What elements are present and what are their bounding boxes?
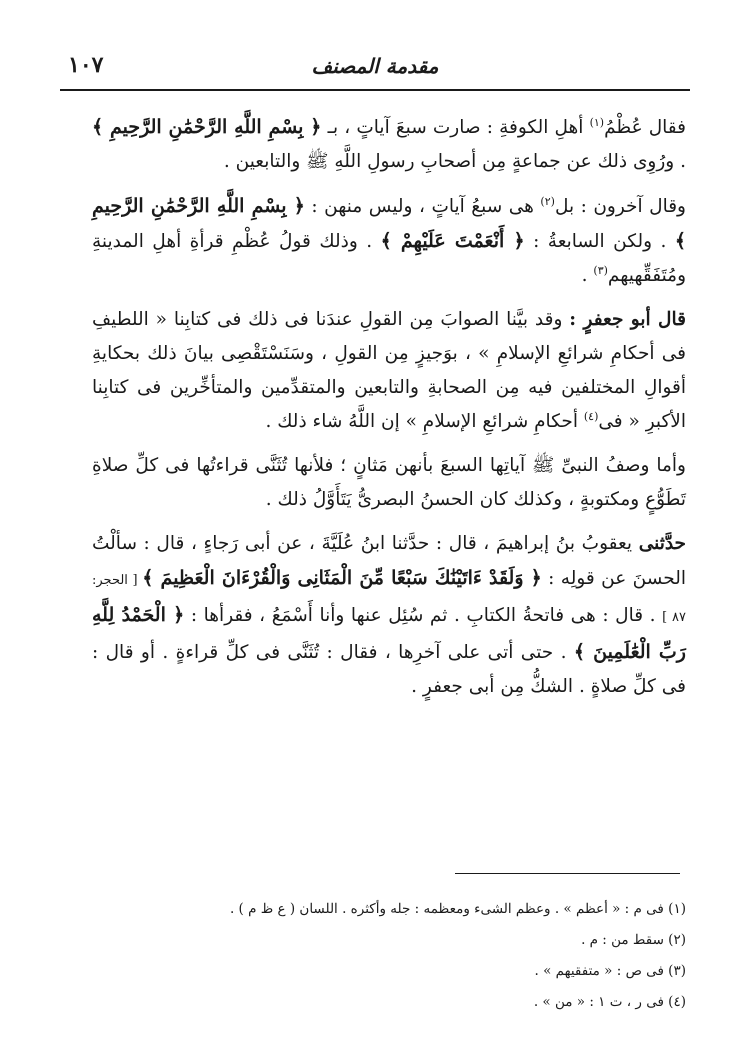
running-title: مقدمة المصنف xyxy=(311,54,439,78)
paragraph-lead: حدَّثنى xyxy=(638,533,686,554)
quran-verse-basmala: ﴿ بِسْمِ اللَّهِ الرَّحْمَٰنِ الرَّحِيمِ ﴾ xyxy=(92,195,687,252)
paragraph-2 xyxy=(92,189,686,293)
page-number: ١٠٧ xyxy=(68,52,104,78)
paragraph-3 xyxy=(92,303,686,439)
footnote-1: (١) فى م : « أعظم » . وعظم الشىء ومعظمه : جله وأكثره . اللسان ( ع ظ م ) . xyxy=(229,901,686,917)
quran-verse-mathani: ﴿ وَلَقَدْ ءَاتَيْنَٰكَ سَبْعًا مِّنَ الْمَثَانِى وَالْقُرْءَانَ الْعَظِيمَ ﴾ xyxy=(142,567,542,589)
footnote-ref-1: (١) xyxy=(589,115,605,129)
footnote-3: (٣) فى ص : « متفقيهم » . xyxy=(534,963,686,979)
text-run: وأما وصفُ النبىِّ ﷺ آياتِها السبعَ بأنهن مَثانٍ ؛ فلأنها تُثَنَّى قراءتُها فى كلِّ صلاةِ تَطَوُّعٍ ومكتوبةٍ ، وكذلك كان الحسنُ البصرىُّ يَتَأَوَّلُ ذلك . xyxy=(92,455,686,510)
main-text xyxy=(92,110,686,714)
paragraph-1 xyxy=(92,110,686,179)
text-run: وقد بيَّنا الصوابَ مِن القولِ عندَنا فى ذلك فى كتابِنا « اللطيفِ فى أحكامِ شرائعِ الإسلامِ » ، بوَجيزٍ مِن القولِ ، وسَنَسْتَقْصِى بيانَ ذلك بحكايةِ أقوالِ المختلفين فيه مِن الصحابةِ والتابعين والمتقدِّمين والمتأخِّرين فى كتابِنا الأكبرِ « فى xyxy=(92,309,686,432)
text-run: أهلِ الكوفةِ : صارت سبعَ آياتٍ ، بـ xyxy=(321,117,590,138)
footnote-ref-3: (٣) xyxy=(593,263,608,277)
quran-verse-anamta: ﴿ أَنْعَمْتَ عَلَيْهِمْ ﴾ xyxy=(380,230,525,252)
paragraph-5 xyxy=(92,527,686,704)
text-run: . وذلك قولُ عُظْمِ قرأةِ أهلِ المدينةِ ومُتَفَقِّهيهم xyxy=(92,231,686,286)
text-run: يعقوبُ بنُ إبراهيمَ ، قال : حدَّثنا ابنُ عُلَيَّةَ ، عن أبى رَجاءٍ ، قال : سألْتُ الحسنَ عن قولِه : xyxy=(92,533,686,589)
text-run: . ولكن السابعةُ : xyxy=(524,231,675,252)
quran-verse-basmala: ﴿ بِسْمِ اللَّهِ الرَّحْمَٰنِ الرَّحِيمِ ﴾ xyxy=(92,116,322,138)
footnotes xyxy=(92,898,686,1022)
text-run: . حتى أتى على آخرِها ، فقال : تُثَنَّى فى كلِّ قراءةٍ . أو قال : فى كلِّ صلاةٍ . الشكُّ مِن أبى جعفرٍ . xyxy=(92,642,686,697)
verse-citation: [ الحجر: ٨٧ ] xyxy=(92,573,686,625)
header-divider xyxy=(60,89,690,91)
text-run: . قال : هى فاتحةُ الكتابِ . ثم سُئِل عنها وأنا أَسْمَعُ ، فقرأها : xyxy=(184,605,663,626)
footnote-4: (٤) فى ر ، ت ١ : « من » . xyxy=(533,994,686,1010)
text-run: هى سبعُ آياتٍ ، وليس منهن : xyxy=(304,196,541,217)
footnote-ref-4: (٤) xyxy=(583,409,599,423)
footnote-2: (٢) سقط من : م . xyxy=(581,932,686,948)
text-run: فقال عُظْمُ xyxy=(604,117,687,138)
paragraph-lead: قال أبو جعفرٍ : xyxy=(569,309,686,330)
text-run: . ورُوِى ذلك عن جماعةٍ مِن أصحابِ رسولِ اللَّهِ ﷺ والتابعين . xyxy=(223,151,686,172)
footnote-divider xyxy=(455,873,680,874)
quran-verse-hamd: ﴿ الْحَمْدُ لِلَّهِ رَبِّ الْعَٰلَمِينَ ﴾ xyxy=(92,604,686,663)
footnote-ref-2: (٢) xyxy=(540,194,555,208)
text-run: أحكامِ شرائعِ الإسلامِ » إن اللَّهُ شاء ذلك . xyxy=(265,411,584,432)
text-run: وقال آخرون : بل xyxy=(554,196,686,217)
page-header xyxy=(60,52,690,86)
text-run: . xyxy=(581,265,594,286)
paragraph-4 xyxy=(92,449,686,517)
